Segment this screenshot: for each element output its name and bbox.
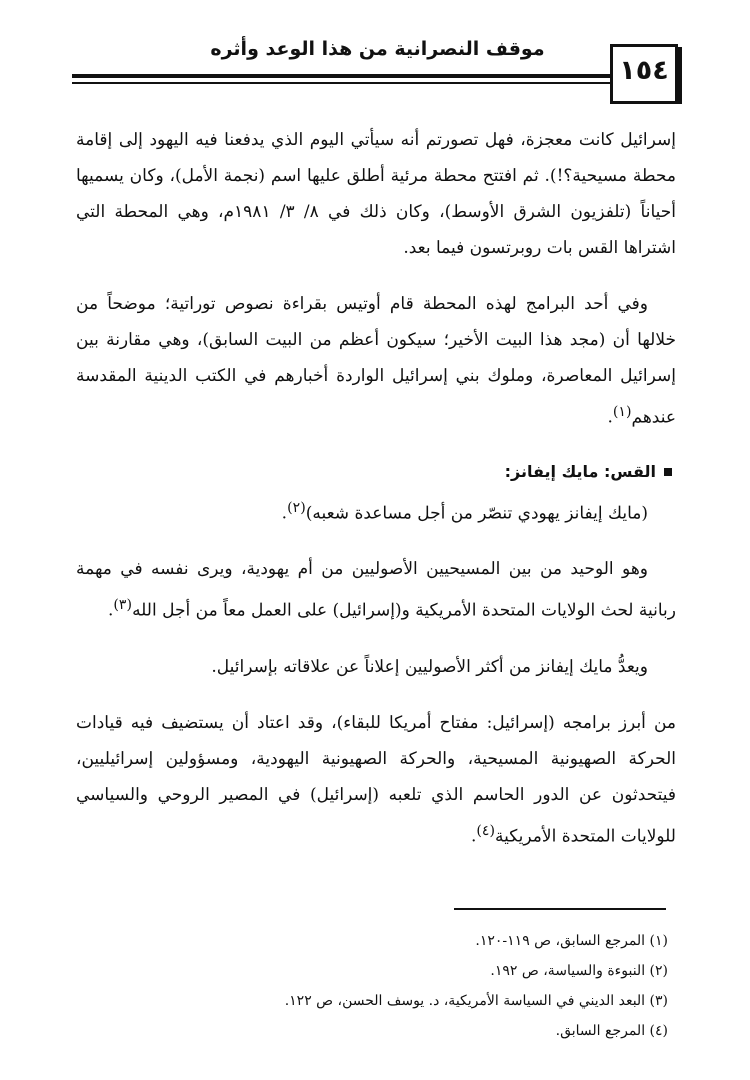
paragraph-5: من أبرز برامجه (إسرائيل: مفتاح أمريكا للبقاء)، وقد اعتاد أن يستضيف فيه قيادات الحركة الصهيونية المسيحية، والحركة الصهيونية اليهودية، ومسؤولين إسرائيليين، فيتحدثون عن الدور الحاسم الذي تلعبه (إسرائيل) في المصير الروحي والسياسي للولايات المتحدة الأمريكية$^{(٤)}$. <box>76 712 676 847</box>
square-bullet-icon <box>664 468 672 476</box>
footnote-3: (٣) البعد الديني في السياسة الأمريكية، د. يوسف الحسن، ص ١٢٢. <box>284 993 668 1009</box>
page-number-box <box>610 44 678 104</box>
footnotes <box>76 926 668 1046</box>
footnote-2: (٢) النبوءة والسياسة، ص ١٩٢. <box>490 963 668 979</box>
main-text <box>76 122 676 855</box>
footnote-ref-4[interactable]: (٤) <box>476 822 496 839</box>
footnote-ref-2[interactable]: (٢) <box>287 499 306 516</box>
footnote-separator <box>454 908 666 910</box>
section-heading: القس: مايك إيفانز: <box>76 454 676 490</box>
paragraph-2: وفي أحد البرامج لهذه المحطة قام أوتيس بقراءة نصوص توراتية؛ موضحاً من خلالها أن (مجد هذا البيت الأخير؛ سيكون أعظم من البيت السابق)، وهي مقارنة بين إسرائيل المعاصرة، وملوك بني إسرائيل الواردة أخبارهم في الكتب الدينية المقدسة عندهم$^{(١)}$. <box>76 294 676 428</box>
footnote-ref-3[interactable]: (٣) <box>113 597 133 614</box>
paragraph-1: إسرائيل كانت معجزة، فهل تصورتم أنه سيأتي اليوم الذي يدفعنا فيه اليهود إلى إقامة محطة مسيحية؟!). ثم افتتح محطة مرئية أطلق عليها اسم (نجمة الأمل)، وكان يسميها أحياناً (تلفزيون الشرق الأوسط)، وكان ذلك في ٨/ ٣/ ١٩٨١م، وهي المحطة التي اشتراها القس بات روبرتسون فيما بعد. <box>76 130 676 258</box>
header-rule-thick <box>72 74 610 78</box>
footnote-4: (٤) المرجع السابق. <box>555 1023 668 1039</box>
header-rule-thin <box>72 82 610 84</box>
page-number: ١٥٤ <box>619 55 669 86</box>
quote-line: (مايك إيفانز يهودي تنصّر من أجل مساعدة شعبه)$^{(٢)}$. <box>281 499 648 524</box>
paragraph-3: وهو الوحيد من بين المسيحيين الأصوليين من أم يهودية، ويرى نفسه في مهمة ربانية لحث الولايات المتحدة الأمريكية و(إسرائيل) على العمل معاً من أجل الله$^{(٣)}$. <box>76 559 676 621</box>
footnote-1: (١) المرجع السابق، ص ١١٩-١٢٠. <box>475 933 668 949</box>
running-header-title: موقف النصرانية من هذا الوعد وأثره <box>210 38 545 60</box>
paragraph-4: ويعدُّ مايك إيفانز من أكثر الأصوليين إعلاناً عن علاقاته بإسرائيل. <box>211 656 648 677</box>
footnote-ref-1[interactable]: (١) <box>612 404 632 420</box>
